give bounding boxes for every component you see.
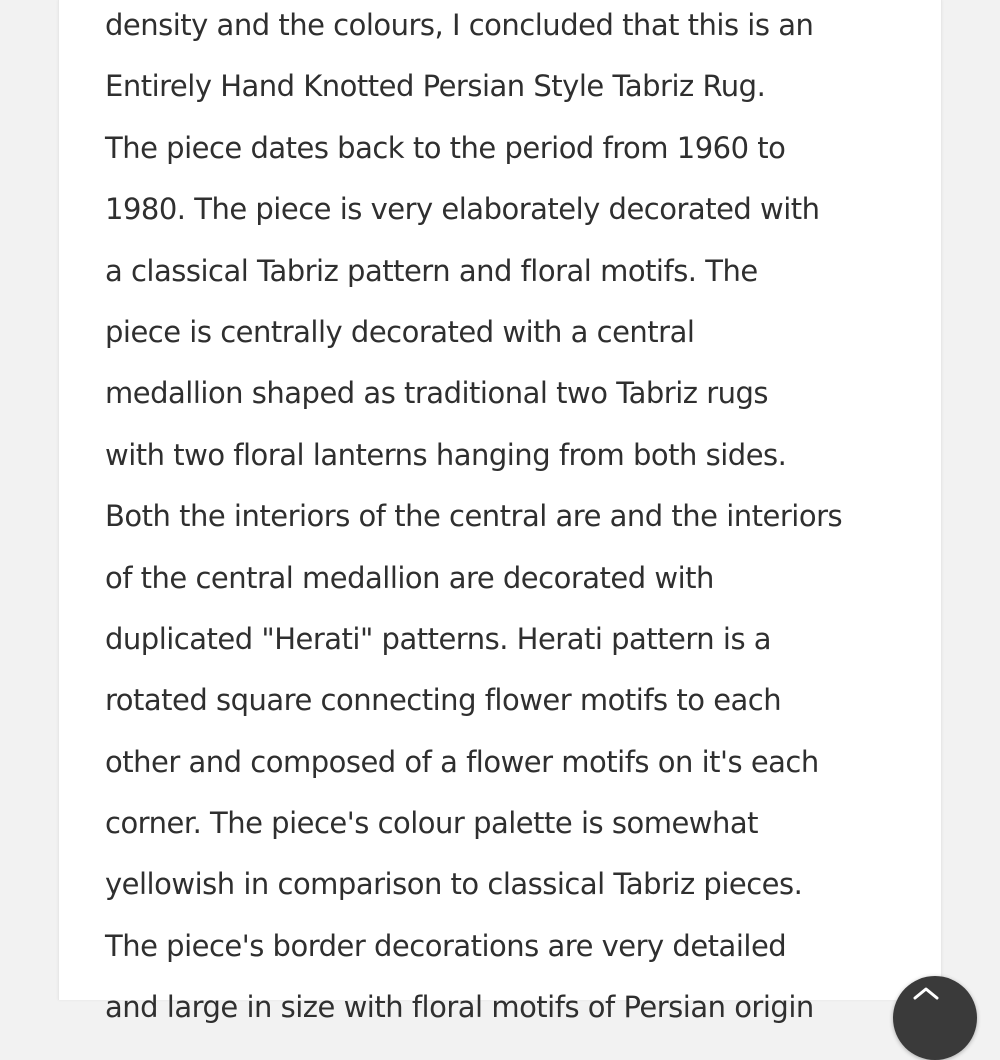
description-line: other and composed of a flower motifs on it's each <box>105 744 819 779</box>
description-line: and large in size with floral motifs of Persian origin <box>105 990 814 1025</box>
description-line: yellowish in comparison to classical Tabriz pieces. <box>105 867 803 902</box>
description-line: Entirely Hand Knotted Persian Style Tabriz Rug. <box>105 69 766 104</box>
description-line: duplicated "Herati" patterns. Herati pattern is a <box>105 621 772 656</box>
chevron-up-icon <box>911 982 941 1006</box>
description-line: The piece's border decorations are very detailed <box>105 928 787 963</box>
description-line: piece is centrally decorated with a central <box>105 314 695 349</box>
description-line: Both the interiors of the central are and the interiors <box>105 499 843 534</box>
description-line: corner. The piece's colour palette is somewhat <box>105 806 759 841</box>
description-line: with two floral lanterns hanging from both sides. <box>105 437 787 472</box>
description-line: density and the colours, I concluded that this is an <box>105 8 814 42</box>
product-description <box>105 0 842 1039</box>
description-line: rotated square connecting flower motifs to each <box>105 683 782 718</box>
description-line: a classical Tabriz pattern and floral motifs. The <box>105 253 758 288</box>
scroll-to-top-button[interactable] <box>893 976 977 1060</box>
description-line: medallion shaped as traditional two Tabriz rugs <box>105 376 769 411</box>
description-line: The piece dates back to the period from 1960 to <box>105 130 786 165</box>
description-line: of the central medallion are decorated with <box>105 560 714 595</box>
chevron-up-icon-svg <box>911 985 941 1001</box>
description-line: 1980. The piece is very elaborately decorated with <box>105 192 820 227</box>
